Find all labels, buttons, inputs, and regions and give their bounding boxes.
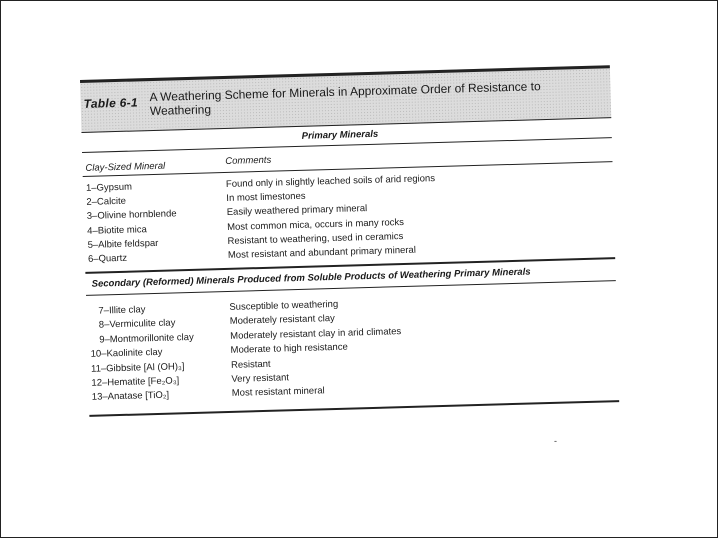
mineral-comment: Most resistant mineral <box>231 385 325 400</box>
mineral-comment: Most resistant and abundant primary mineral <box>227 244 417 261</box>
mineral-comment: Easily weathered primary mineral <box>226 203 368 219</box>
mineral-comment: Very resistant <box>231 372 290 385</box>
stray-mark: - <box>554 436 557 446</box>
mineral-name: 1–Gypsum <box>85 181 133 194</box>
mineral-name: 11–Gibbsite [Al (OH)₃] <box>90 360 185 375</box>
mineral-name: 5–Albite feldspar <box>87 237 159 251</box>
mineral-name: 7–Illite clay <box>98 304 146 317</box>
table-number: Table 6-1 <box>83 95 139 111</box>
mineral-comment: Most common mica, occurs in many rocks <box>227 216 405 233</box>
mineral-name: 8–Vermiculite clay <box>98 317 176 331</box>
mineral-name: 13–Anatase [TiO₂] <box>91 390 170 404</box>
scanned-table <box>80 65 620 430</box>
mineral-name: 3–Olivine hornblende <box>86 208 177 223</box>
mineral-comment: Resistant <box>230 358 271 371</box>
table-title: A Weathering Scheme for Minerals in Approximate Order of Resistance to Weathering <box>149 79 541 119</box>
mineral-comment: In most limestones <box>226 190 306 205</box>
mineral-name: 2–Calcite <box>86 195 127 209</box>
mineral-name: 10–Kaolinite clay <box>90 346 163 360</box>
mineral-name: 12–Hematite [Fe₂O₃] <box>91 375 180 389</box>
mineral-comment: Moderate to high resistance <box>230 341 348 357</box>
mineral-name: 6–Quartz <box>87 252 128 265</box>
mineral-comment: Moderately resistant clay in arid climates <box>230 325 402 342</box>
secondary-heading: Secondary (Reformed) Minerals Produced from Soluble Products of Weathering Primary Minerals <box>91 266 531 290</box>
col-head-mineral: Clay-Sized Mineral <box>85 160 166 174</box>
mineral-name: 9–Montmorillonite clay <box>99 331 194 346</box>
mineral-comment: Resistant to weathering, used in ceramics <box>227 230 404 247</box>
mineral-comment: Found only in slightly leached soils of arid regions <box>225 173 436 190</box>
primary-heading: Primary Minerals <box>301 128 379 142</box>
mineral-name: 4–Biotite mica <box>87 223 148 237</box>
mineral-comment: Moderately resistant clay <box>229 313 336 328</box>
col-head-comments: Comments <box>225 154 272 167</box>
mineral-comment: Susceptible to weathering <box>229 298 339 313</box>
